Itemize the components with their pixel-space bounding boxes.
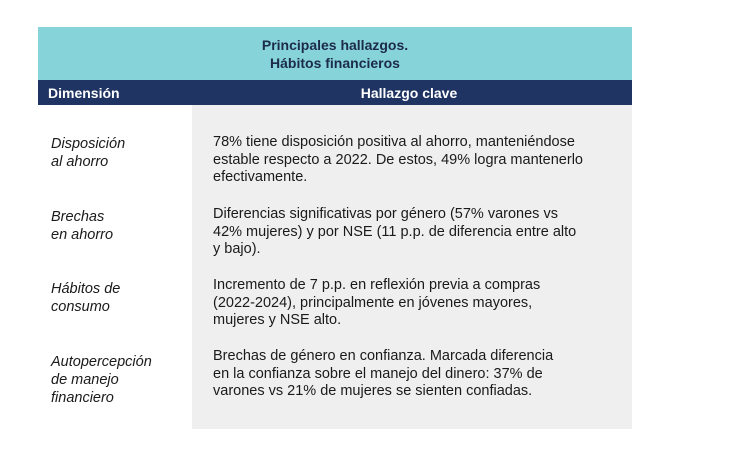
findings-table xyxy=(38,27,632,429)
row-2-dimension: Brechas en ahorro xyxy=(51,209,114,243)
row-1-dimension: Disposición al ahorro xyxy=(51,136,126,170)
row-4-finding: Brechas de género en confianza. Marcada diferencia en la confianza sobre el manejo del dinero: 37% de varones vs 21% de mujeres se sienten confiadas. xyxy=(213,348,554,399)
table-title xyxy=(38,27,632,80)
table-title-line-1: Principales hallazgos. xyxy=(261,36,409,53)
row-3-finding: Incremento de 7 p.p. en reflexión previa a compras (2022-2024), principalmente en jóvenes mayores, mujeres y NSE alto. xyxy=(213,277,541,328)
row-4-dimension: Autopercepción de manejo financiero xyxy=(51,354,152,406)
finding-column xyxy=(192,105,632,429)
row-3-dimension: Hábitos de consumo xyxy=(51,281,121,315)
table-title-line-2: Hábitos financieros xyxy=(270,54,400,71)
table-body xyxy=(38,105,632,429)
row-1-finding: 78% tiene disposición positiva al ahorro, manteniéndose estable respecto a 2022. De estos, 49% logra mantenerlo efectivamente. xyxy=(213,134,583,185)
dimension-column xyxy=(38,105,192,429)
row-2-finding: Diferencias significativas por género (57% varones vs 42% mujeres) y por NSE (11 p.p. de diferencia entre alto y bajo). xyxy=(213,206,577,257)
table-header-row xyxy=(38,80,632,105)
header-dimension: Dimensión xyxy=(48,84,120,101)
header-finding: Hallazgo clave xyxy=(360,84,458,101)
